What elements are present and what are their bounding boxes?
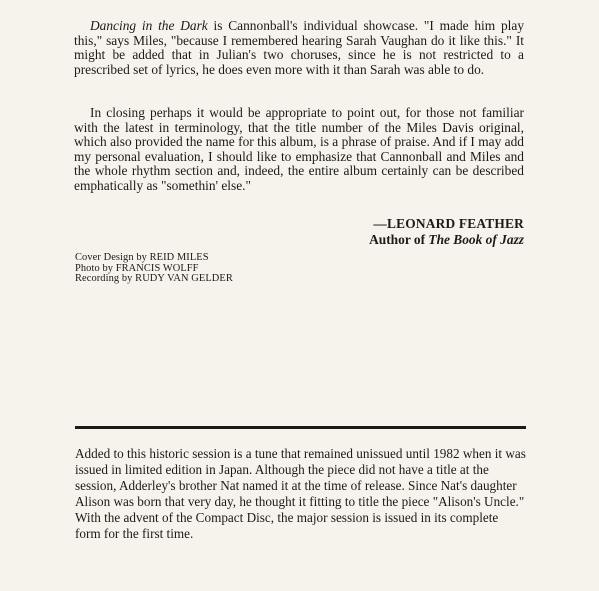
author-name: —LEONARD FEATHER	[373, 216, 524, 231]
credit-line: Recording by RUDY VAN GELDER	[75, 273, 233, 285]
book-title: The Book of Jazz	[428, 231, 524, 247]
signature-block	[369, 216, 524, 247]
paragraph-1-text: is Cannonball's individual showcase. "I made him play this," says Miles, "because I remembered hearing Sarah Vaughan do it like this." It might be added that in Julian's two choruses, since he is not restricted to a prescribed set of lyrics, he does even more with it than Sarah was able to do.	[74, 18, 525, 77]
liner-notes-paragraph-1	[74, 19, 524, 77]
reissue-note: Added to this historic session is a tune that remained unissued until 1982 when it was issued in limited edition in Japan. Although the piece did not have a title at the session, Adderley's brother Nat named it at the time of release. Since Nat's daughter Alison was born that very day, he thought it fitting to title the piece "Alison's Uncle." With the advent of the Compact Disc, the major session is issued in its complete form for the first time.	[75, 446, 526, 541]
section-divider	[75, 426, 526, 429]
song-title: Dancing in the Dark	[90, 18, 208, 33]
author-role: Author of	[369, 231, 429, 247]
credit-line: Cover Design by REID MILES	[75, 252, 209, 263]
author-credit	[369, 232, 524, 248]
liner-notes-paragraph-2: In closing perhaps it would be appropriate to point out, for those not familiar with the latest in terminology, that the title number of the Miles Davis original, which also provided the name for this album, is a phrase of praise. And if I may add my personal evaluation, I should like to emphasize that Cannonball and Miles and the whole rhythm section and, indeed, the entire album certainly can be described emphatically as "somethin' else."	[74, 105, 524, 193]
credit-line: Photo by FRANCIS WOLFF	[75, 262, 199, 274]
production-credits	[75, 253, 233, 285]
